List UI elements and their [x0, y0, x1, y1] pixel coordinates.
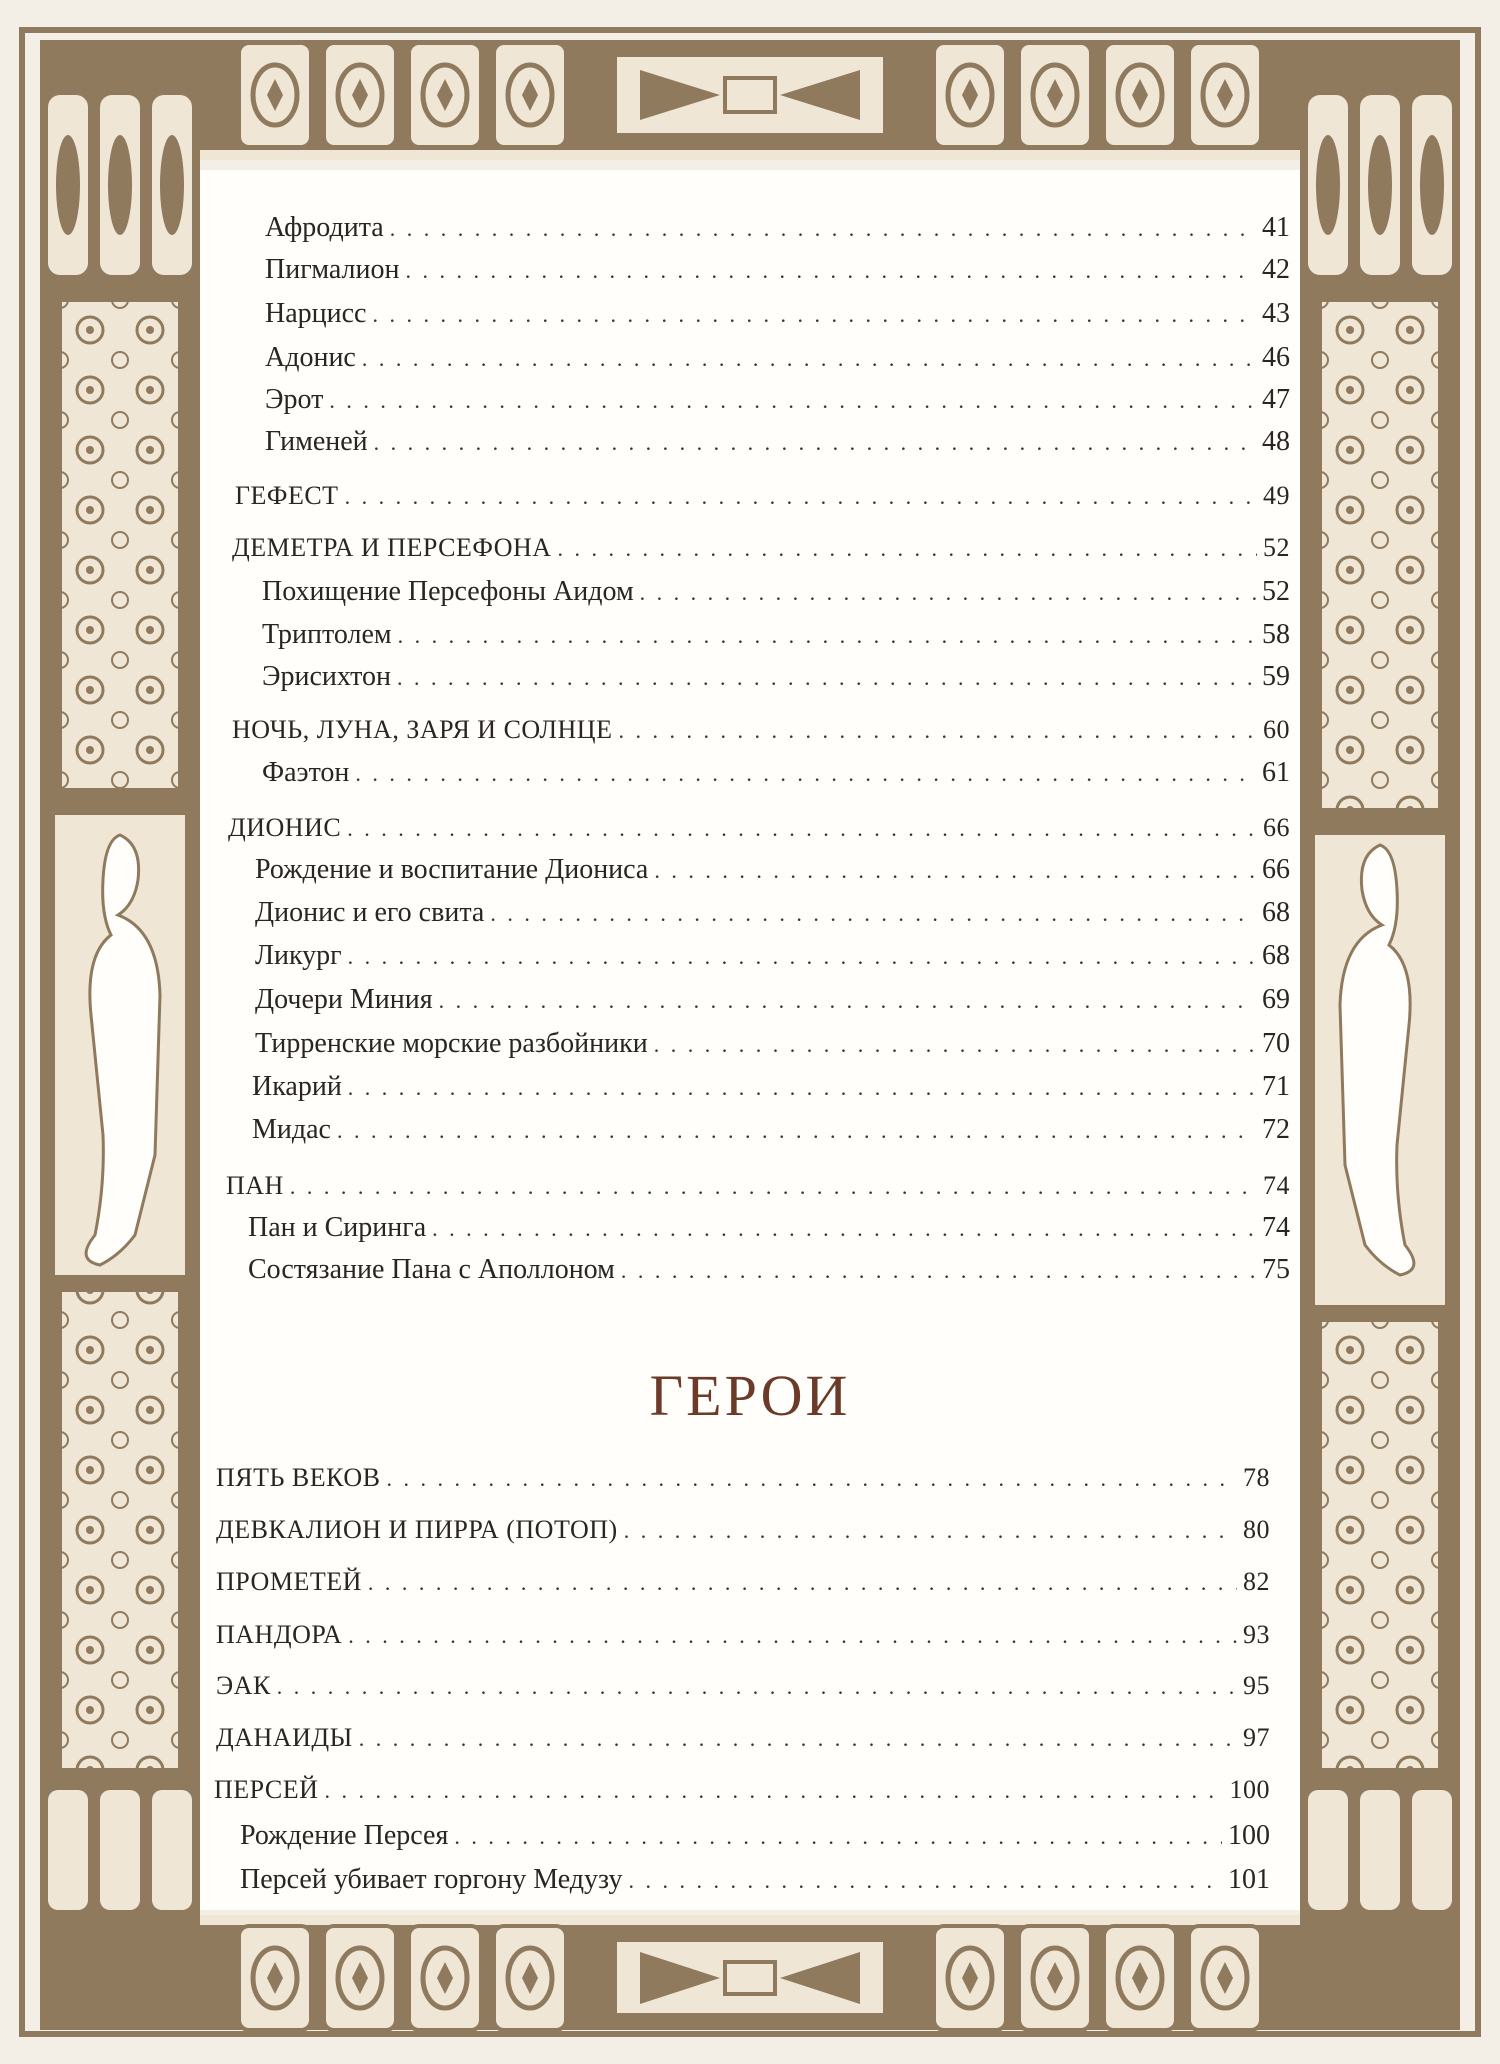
toc-entry: [235, 478, 1290, 515]
toc-entry: [265, 252, 1290, 289]
toc-entry: [216, 1564, 1270, 1601]
toc-leader-dots: [348, 1618, 1237, 1654]
toc-leader-dots: [398, 618, 1256, 654]
toc-entry-title: Рождение и воспитание Диониса: [255, 854, 649, 885]
toc-entry-title: Триптолем: [262, 619, 392, 650]
toc-entry: [248, 1210, 1290, 1247]
toc-entry: [255, 982, 1290, 1019]
toc-entry: [262, 755, 1290, 792]
toc-entry-title: Афродита: [265, 212, 384, 243]
toc-entry-title: Фаэтон: [262, 757, 350, 788]
toc-leader-dots: [337, 1113, 1256, 1149]
toc-entry: [226, 1168, 1290, 1205]
toc-entry-page-number: 70: [1262, 1028, 1290, 1059]
toc-entry-page-number: 93: [1243, 1620, 1270, 1649]
toc-entry-title: Персей убивает горгону Медузу: [240, 1864, 623, 1895]
toc-entry: [216, 1512, 1270, 1549]
toc-leader-dots: [277, 1669, 1237, 1705]
toc-entry-page-number: 101: [1228, 1864, 1270, 1895]
toc-entry: [216, 1720, 1270, 1757]
toc-entry: [255, 895, 1290, 932]
toc-entry: [232, 530, 1290, 567]
toc-entry-page-number: 97: [1243, 1723, 1270, 1752]
toc-entry-title: ДЕВКАЛИОН И ПИРРА (ПОТОП): [216, 1515, 618, 1544]
toc-leader-dots: [355, 756, 1256, 792]
toc-entry-title: Нарцисс: [265, 298, 367, 329]
toc-leader-dots: [432, 1211, 1256, 1247]
toc-leader-dots: [558, 531, 1257, 567]
toc-entry-page-number: 41: [1262, 212, 1290, 243]
toc-entry-page-number: 52: [1262, 576, 1290, 607]
toc-leader-dots: [372, 297, 1256, 333]
toc-entry-page-number: 59: [1262, 661, 1290, 692]
toc-entry-page-number: 60: [1263, 715, 1290, 744]
toc-entry-page-number: 43: [1262, 298, 1290, 329]
toc-entry: [265, 296, 1290, 333]
toc-entry-page-number: 100: [1229, 1775, 1270, 1804]
toc-entry-page-number: 80: [1243, 1515, 1270, 1544]
toc-entry: [252, 1112, 1290, 1149]
toc-entry-page-number: 68: [1262, 897, 1290, 928]
toc-leader-dots: [439, 983, 1256, 1019]
toc-entry-page-number: 74: [1263, 1171, 1290, 1200]
toc-entry-page-number: 82: [1243, 1567, 1270, 1596]
toc-entry-page-number: 74: [1262, 1212, 1290, 1243]
toc-entry-page-number: 52: [1263, 533, 1290, 562]
toc-entry-page-number: 48: [1262, 426, 1290, 457]
toc-leader-dots: [345, 479, 1257, 515]
toc-entry-page-number: 69: [1262, 984, 1290, 1015]
toc-entry-page-number: 66: [1262, 854, 1290, 885]
toc-entry-page-number: 68: [1262, 940, 1290, 971]
toc-entry-title: Тирренские морские разбойники: [255, 1028, 648, 1059]
toc-leader-dots: [359, 1721, 1237, 1757]
toc-leader-dots: [386, 1461, 1237, 1497]
toc-entry-page-number: 47: [1262, 384, 1290, 415]
toc-entry-page-number: 61: [1262, 757, 1290, 788]
toc-leader-dots: [290, 1169, 1257, 1205]
toc-entry-page-number: 42: [1262, 254, 1290, 285]
toc-entry-page-number: 66: [1263, 813, 1290, 842]
toc-entry-title: ДИОНИС: [228, 813, 342, 842]
toc-entry-title: Гименей: [265, 426, 368, 457]
toc-entry: [248, 1252, 1290, 1289]
toc-entry-title: ПРОМЕТЕЙ: [216, 1567, 362, 1596]
toc-entry-title: Состязание Пана с Аполлоном: [248, 1254, 615, 1285]
toc-leader-dots: [654, 1027, 1256, 1063]
toc-entry-title: Похищение Персефоны Аидом: [262, 576, 634, 607]
toc-entry-page-number: 78: [1243, 1463, 1270, 1492]
toc-entry-title: Адонис: [265, 342, 356, 373]
toc-leader-dots: [640, 575, 1256, 611]
toc-entry-title: НОЧЬ, ЛУНА, ЗАРЯ И СОЛНЦЕ: [232, 715, 613, 744]
toc-entry: [252, 1069, 1290, 1106]
toc-entry-title: Икарий: [252, 1071, 342, 1102]
toc-entry-title: Эрисихтон: [262, 661, 392, 692]
toc-entry: [216, 1460, 1270, 1497]
toc-entry: [240, 1862, 1270, 1899]
toc-leader-dots: [348, 939, 1256, 975]
toc-entry: [265, 340, 1290, 377]
toc-leader-dots: [618, 713, 1257, 749]
toc-entry: [240, 1818, 1270, 1855]
toc-entry: [265, 424, 1290, 461]
toc-entry-title: Рождение Персея: [240, 1820, 449, 1851]
toc-leader-dots: [397, 660, 1256, 696]
toc-entry: [255, 1026, 1290, 1063]
toc-leader-dots: [624, 1513, 1237, 1549]
toc-entry-page-number: 58: [1262, 619, 1290, 650]
toc-entry-title: Дионис и его свита: [255, 897, 485, 928]
toc-entry: [232, 712, 1290, 749]
toc-entry: [265, 382, 1290, 419]
toc-entry-title: Эрот: [265, 384, 324, 415]
toc-entry: [255, 938, 1290, 975]
toc-entry-title: ДАНАИДЫ: [216, 1723, 353, 1752]
toc-leader-dots: [329, 383, 1256, 419]
toc-entry: [216, 1668, 1270, 1705]
toc-entry-page-number: 71: [1262, 1071, 1290, 1102]
toc-entry-title: Мидас: [252, 1114, 331, 1145]
section-title-heroes: ГЕРОИ: [649, 1363, 851, 1428]
toc-entry-page-number: 100: [1228, 1820, 1270, 1851]
toc-entry-page-number: 72: [1262, 1114, 1290, 1145]
toc-entry: [228, 810, 1290, 847]
toc-entry-title: ГЕФЕСТ: [235, 481, 339, 510]
toc-entry-title: ДЕМЕТРА И ПЕРСЕФОНА: [232, 533, 552, 562]
toc-entry: [262, 659, 1290, 696]
toc-entry-page-number: 49: [1263, 481, 1290, 510]
toc-entry-title: Пан и Сиринга: [248, 1212, 427, 1243]
toc-entry-title: ПЯТЬ ВЕКОВ: [216, 1463, 381, 1492]
toc-entry: [262, 574, 1290, 611]
toc-leader-dots: [368, 1565, 1237, 1601]
toc-entry-title: ПЕРСЕЙ: [214, 1775, 319, 1804]
toc-leader-dots: [347, 811, 1257, 847]
toc-leader-dots: [374, 425, 1256, 461]
toc-entry-title: Ликург: [255, 940, 342, 971]
toc-leader-dots: [629, 1863, 1223, 1899]
toc-entry: [214, 1772, 1270, 1809]
toc-entry-page-number: 75: [1262, 1254, 1290, 1285]
toc-entry-page-number: 95: [1243, 1671, 1270, 1700]
toc-entry-page-number: 46: [1262, 342, 1290, 373]
toc-entry-title: ЭАК: [216, 1671, 271, 1700]
toc-leader-dots: [324, 1773, 1223, 1809]
toc-leader-dots: [654, 853, 1256, 889]
toc-entry: [216, 1617, 1270, 1654]
toc-entry-title: ПАНДОРА: [216, 1620, 343, 1649]
toc-leader-dots: [390, 211, 1256, 247]
toc-entry-title: Пигмалион: [265, 254, 400, 285]
toc-entry: [262, 617, 1290, 654]
toc-entry-title: ПАН: [226, 1171, 284, 1200]
toc-leader-dots: [405, 253, 1256, 289]
toc-leader-dots: [621, 1253, 1256, 1289]
toc-entry: [255, 852, 1290, 889]
toc-entry: [265, 210, 1290, 247]
toc-leader-dots: [454, 1819, 1222, 1855]
toc-leader-dots: [362, 341, 1256, 377]
toc-leader-dots: [490, 896, 1256, 932]
toc-leader-dots: [348, 1070, 1256, 1106]
toc-entry-title: Дочери Миния: [255, 984, 433, 1015]
